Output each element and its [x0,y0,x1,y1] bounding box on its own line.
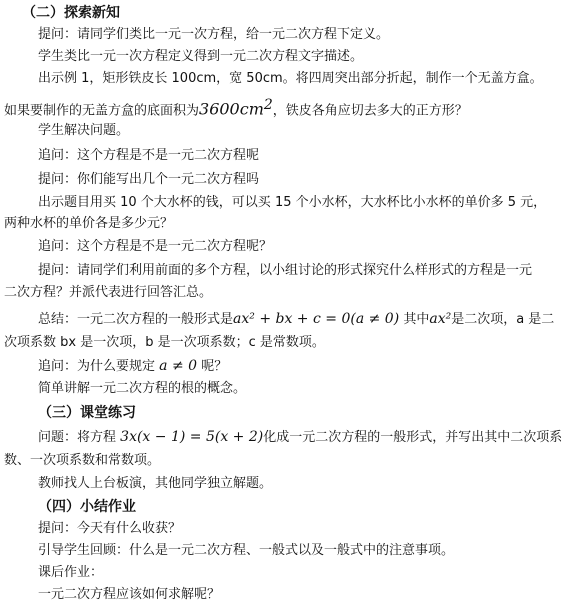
text-fragment: 其中 [403,312,430,327]
text-line-with-formula [4,96,468,120]
text-fragment: 呢？ [201,359,228,374]
text-line: 数、一次项系数和常数项。 [4,453,161,468]
section-heading-summary: （四）小结作业 [38,499,136,515]
formula-condition: a ≠ 0 [159,358,198,374]
text-line: 教师找人上台板演，其他同学独立解题。 [38,476,273,491]
section-heading-practice: （三）课堂练习 [38,405,136,421]
text-line: 学生类比一元一次方程定义得到一元二次方程文字描述。 [38,49,364,64]
text-line-with-formula [38,357,227,376]
formula-general-form: ax² + bx + c = 0(a ≠ 0) [233,311,400,327]
text-line: 学生解决问题。 [38,123,130,138]
text-line-with-formula [38,310,554,329]
text-line: 提问：请同学们利用前面的多个方程，以小组讨论的形式探究什么样形式的方程是一元 [38,263,533,278]
text-line: 提问：请同学们类比一元一次方程，给一元二次方程下定义。 [38,27,390,42]
text-line: 提问：你们能写出几个一元二次方程吗 [38,172,260,187]
text-line: 提问：今天有什么收获？ [38,521,182,536]
text-line: 二次方程？并派代表进行回答汇总。 [4,285,213,300]
text-line: 一元二次方程应该如何求解呢？ [38,587,221,602]
formula-quadratic-term: ax² [429,311,452,327]
formula-equation: 3x(x − 1) = 5(x + 2) [120,429,264,445]
text-line: 课后作业： [38,565,104,580]
text-fragment: 是二次项，a 是二 [451,312,555,327]
section-heading-explore: （二）探索新知 [22,5,120,21]
text-line: 出示例 1，矩形铁皮长 100cm，宽 50cm。将四周突出部分折起，制作一个无盖方盒。 [38,71,543,86]
text-line: 简单讲解一元二次方程的根的概念。 [38,381,247,396]
text-line: 出示题目用买 10 个大水杯的钱，可以买 15 个小水杯，大水杯比小水杯的单价多 5 元， [38,195,547,210]
formula-area: 3600cm [199,99,264,119]
text-line: 追问：这个方程是不是一元二次方程呢？ [38,239,273,254]
text-line: 引导学生回顾：什么是一元二次方程、一般式以及一般式中的注意事项。 [38,543,455,558]
formula-exponent: 2 [263,97,273,113]
text-fragment: 问题：将方程 [38,430,117,445]
text-fragment: 化成一元二次方程的一般形式，并写出其中二次项系 [263,430,563,445]
text-line: 次项系数 bx 是一次项，b 是一次项系数；c 是常数项。 [4,335,325,350]
text-fragment: 追问：为什么要规定 [38,359,156,374]
text-fragment: ，铁皮各角应切去多大的正方形？ [272,103,468,119]
text-line-with-formula [38,428,562,447]
text-fragment: 如果要制作的无盖方盒的底面积为 [4,103,200,119]
text-line: 追问：这个方程是不是一元二次方程呢 [38,148,260,163]
text-fragment: 总结：一元二次方程的一般形式是 [38,312,234,327]
text-line: 两种水杯的单价各是多少元？ [4,216,174,231]
